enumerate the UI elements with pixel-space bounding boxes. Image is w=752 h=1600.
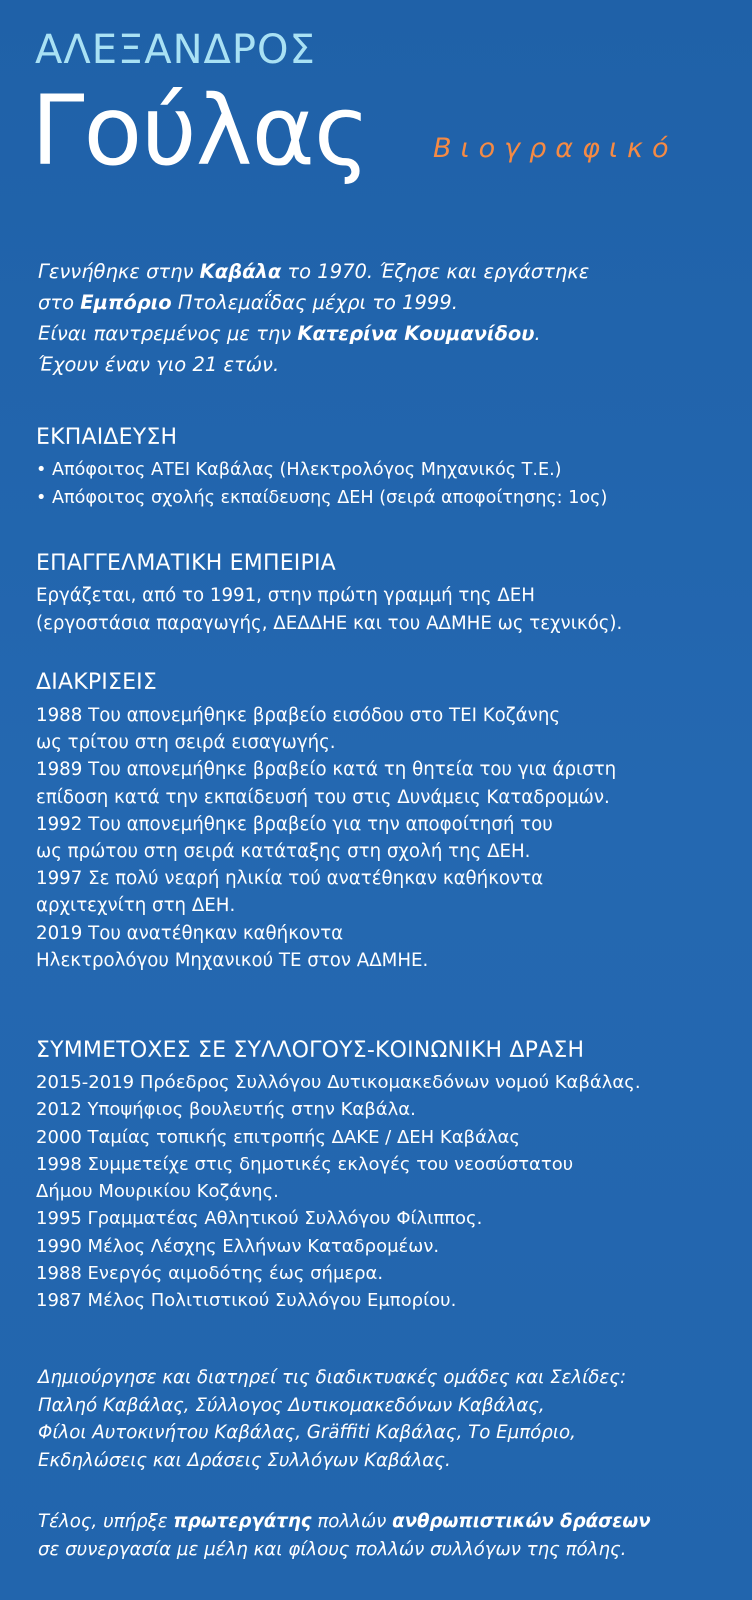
- text: το 1970. Έζησε και εργάστηκε: [281, 260, 590, 283]
- year-label: 2012: [36, 1099, 82, 1121]
- timeline-line: [36, 1096, 736, 1123]
- intro-paragraph: [38, 256, 728, 380]
- text: στο: [38, 291, 81, 314]
- awards-section: [36, 668, 736, 974]
- highlight: Εμπόριο: [80, 291, 172, 314]
- intro-line: [38, 287, 728, 318]
- section-heading: ΕΚΠΑΙΔΕΥΣΗ: [36, 425, 178, 450]
- year-label: 1995: [36, 1208, 82, 1230]
- last-name: Γούλας: [31, 75, 370, 187]
- line-text: ως πρώτου στη σειρά κατάταξης στη σχολή της ΔΕΗ.: [36, 841, 531, 863]
- intro-line: [38, 256, 728, 287]
- text-line: Δημιούργησε και διατηρεί τις διαδικτυακές ομάδες και Σελίδες:: [38, 1367, 627, 1388]
- line-text: Του απονεμήθηκε βραβείο εισόδου στο ΤΕΙ Κοζάνης: [82, 705, 561, 726]
- section-heading: ΣΥΜΜΕΤΟΧΕΣ ΣΕ ΣΥΛΛΟΓΟΥΣ-ΚΟΙΝΩΝΙΚΗ ΔΡΑΣΗ: [36, 1038, 585, 1063]
- social-section: [36, 1036, 736, 1315]
- intro-line: Έχουν έναν γιο 21 ετών.: [38, 353, 280, 376]
- highlight: Κατερίνα Κουμανίδου: [297, 322, 535, 345]
- timeline-line: [36, 1178, 736, 1205]
- list-item: • Απόφοιτος ΑΤΕΙ Καβάλας (Ηλεκτρολόγος Μηχανικός Τ.Ε.): [36, 460, 562, 480]
- text: πολλών: [311, 1511, 393, 1532]
- section-heading: ΕΠΑΓΓΕΛΜΑΤΙΚΗ ΕΜΠΕΙΡΙΑ: [36, 551, 336, 576]
- year-label: 2019: [36, 922, 83, 944]
- header: [31, 26, 735, 187]
- line-text: Σε πολύ νεαρή ηλικία τού ανατέθηκαν καθήκοντα: [82, 868, 544, 890]
- timeline-line: [36, 756, 736, 783]
- highlight: ανθρωπιστικών δράσεων: [392, 1511, 651, 1532]
- text: Γεννήθηκε στην: [38, 260, 200, 283]
- year-label: 2000: [36, 1126, 82, 1148]
- timeline-line: [36, 920, 736, 947]
- text: Είναι παντρεμένος με την: [38, 322, 298, 345]
- timeline-line: [36, 702, 736, 729]
- line-text: Μέλος Λέσχης Ελλήνων Καταδρομέων.: [81, 1235, 440, 1257]
- year-label: 2015-2019: [36, 1072, 135, 1093]
- line-text: Του ανατέθηκαν καθήκοντα: [82, 922, 344, 944]
- closing-paragraph: [38, 1508, 738, 1563]
- line-text: Μέλος Πολιτιστικού Συλλόγου Εμπορίου.: [81, 1290, 457, 1312]
- text: Πτολεμαΐδας μέχρι το 1999.: [171, 291, 458, 314]
- line-text: Ηλεκτρολόγου Μηχανικού ΤΕ στον ΑΔΜΗΕ.: [36, 949, 429, 971]
- year-label: 1988: [36, 1263, 82, 1285]
- text-line: Εκδηλώσεις και Δράσεις Συλλόγων Καβάλας.: [38, 1449, 451, 1471]
- text-line: Φίλοι Αυτοκινήτου Καβάλας, Gräffiti Καβάλας, Το Εμπόριο,: [38, 1422, 576, 1443]
- timeline-line: [36, 1260, 736, 1287]
- timeline-line: [36, 1233, 736, 1260]
- timeline-line: [36, 1151, 736, 1178]
- timeline-line: [36, 784, 736, 811]
- year-label: 1987: [36, 1290, 82, 1312]
- line-text: Πρόεδρος Συλλόγου Δυτικομακεδόνων νομού Καβάλας.: [134, 1072, 641, 1093]
- year-label: 1998: [36, 1153, 82, 1175]
- timeline-line: [36, 1287, 736, 1314]
- social-list: [36, 1069, 736, 1315]
- timeline-line: [36, 838, 736, 865]
- text-line: [38, 1508, 738, 1536]
- line-text: Γραμματέας Αθλητικού Συλλόγου Φίλιππος.: [81, 1208, 483, 1230]
- year-label: 1989: [36, 759, 83, 781]
- line-text: Συμμετείχε στις δημοτικές εκλογές του νεοσύστατου: [81, 1153, 574, 1175]
- text-line: Παληό Καβάλας, Σύλλογος Δυτικομακεδόνων Καβάλας,: [38, 1394, 545, 1416]
- text-line: σε συνεργασία με μέλη και φίλους πολλών συλλόγων της πόλης.: [38, 1538, 627, 1560]
- intro-line: [38, 318, 728, 349]
- highlight: Καβάλα: [199, 260, 282, 283]
- education-section: [36, 423, 736, 512]
- line-text: Ενεργός αιμοδότης έως σήμερα.: [81, 1263, 384, 1285]
- timeline-line: [36, 947, 736, 974]
- line-text: Ταμίας τοπικής επιτροπής ΔΑΚΕ / ΔΕΗ Καβάλας: [81, 1126, 520, 1148]
- line-text: Του απονεμήθηκε βραβείο για την αποφοίτησή του: [82, 813, 553, 835]
- timeline-line: [36, 811, 736, 838]
- list-item: • Απόφοιτος σχολής εκπαίδευσης ΔΕΗ (σειρά αποφοίτησης: 1ος): [36, 488, 608, 508]
- timeline-line: [36, 729, 736, 756]
- first-name: ΑΛΕΞΑΝΔΡΟΣ: [35, 27, 316, 73]
- text: Τέλος, υπήρξε: [38, 1511, 174, 1532]
- line-text: Δήμου Μουρικίου Κοζάνης.: [36, 1181, 279, 1203]
- experience-section: [36, 549, 736, 638]
- awards-list: [36, 702, 736, 974]
- timeline-line: [36, 1205, 736, 1232]
- line-text: Υποψήφιος βουλευτής στην Καβάλα.: [81, 1099, 416, 1121]
- line-text: ως τρίτου στη σειρά εισαγωγής.: [36, 732, 336, 754]
- year-label: 1988: [36, 705, 83, 726]
- year-label: 1992: [36, 813, 83, 835]
- line-text: επίδοση κατά την εκπαίδευσή του στις Δυνάμεις Καταδρομών.: [36, 786, 610, 808]
- subtitle: Βιογραφικό: [433, 133, 678, 164]
- timeline-line: [36, 892, 736, 919]
- line-text: αρχιτεχνίτη στη ΔΕΗ.: [36, 895, 236, 917]
- timeline-line: [36, 1069, 736, 1096]
- section-heading: ΔΙΑΚΡΙΣΕΙΣ: [36, 670, 157, 695]
- text-line: Εργάζεται, από το 1991, στην πρώτη γραμμή της ΔΕΗ: [36, 585, 535, 606]
- highlight: πρωτεργάτης: [173, 1511, 312, 1532]
- online-groups-paragraph: [38, 1364, 738, 1474]
- line-text: Του απονεμήθηκε βραβείο κατά τη θητεία του για άριστη: [82, 759, 617, 781]
- text: .: [534, 322, 541, 345]
- year-label: 1990: [36, 1235, 82, 1257]
- timeline-line: [36, 1124, 736, 1151]
- year-label: 1997: [36, 868, 83, 890]
- timeline-line: [36, 865, 736, 892]
- text-line: (εργοστάσια παραγωγής, ΔΕΔΔΗΕ και του ΑΔΜΗΕ ως τεχνικός).: [36, 613, 623, 634]
